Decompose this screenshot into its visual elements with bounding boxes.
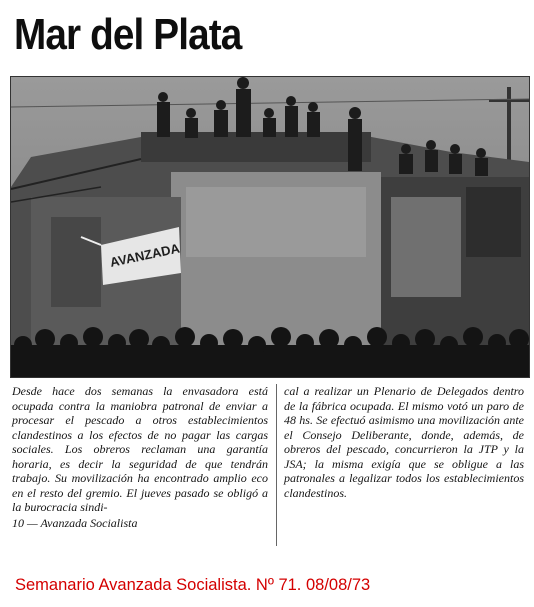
source-caption: Semanario Avanzada Socialista. Nº 71. 08/08/73 — [15, 576, 371, 594]
factory-occupation-photo — [10, 76, 530, 378]
column-divider — [276, 384, 277, 546]
banner-text: AVANZADA — [108, 240, 182, 270]
article-column-left — [12, 384, 268, 530]
article-body-left: Desde hace dos semanas la envasadora está ocupada contra la maniobra patronal de enviar a procesar el pescado a otros establecimientos clandestinos a los efectos de no pagar las cargas sociales. Los obreros reclaman una garantía horaria, es decir la seguridad de que tendrán trabajo. Su movilización ha encontrado amplio eco en el resto del gremio. El jueves pasado se obligó a la burocracia sindi- — [12, 384, 268, 514]
headline: Mar del Plata — [14, 10, 242, 59]
article-column-right — [284, 384, 524, 500]
article-body-right: cal a realizar un Plenario de Delegados dentro de la fábrica ocupada. El mismo votó un paro de 48 hs. Se efectuó asimismo una movilización ante el Consejo Deliberante, donde, además, de obreros del pescado, concurrieron la JTP y la JSA; la misma exigía que se obligue a las patronales a legalizar todos los establecimientos clandestinos. — [284, 384, 524, 500]
page-credit: 10 — Avanzada Socialista — [12, 515, 138, 530]
